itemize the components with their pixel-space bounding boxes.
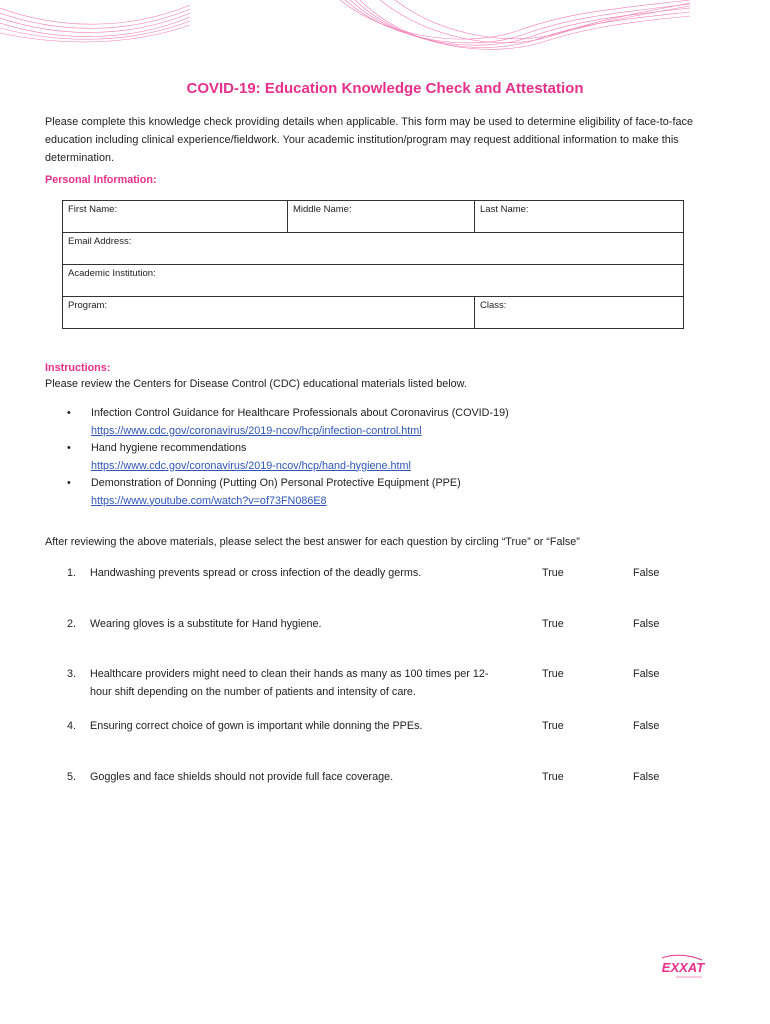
- false-option[interactable]: False: [633, 771, 660, 783]
- false-option[interactable]: False: [633, 668, 660, 680]
- first-name-field[interactable]: [63, 201, 288, 233]
- question-number: 5.: [67, 771, 77, 783]
- class-field[interactable]: [475, 297, 684, 329]
- resource-link[interactable]: https://www.youtube.com/watch?v=of73FN086E8: [91, 494, 327, 507]
- email-label: Email Address:: [68, 236, 132, 247]
- decorative-wave-header: [0, 0, 770, 60]
- academic-institution-field[interactable]: [63, 265, 684, 297]
- resource-title: Hand hygiene recommendations: [91, 442, 247, 454]
- instructions-heading: Instructions:: [45, 362, 111, 374]
- true-option[interactable]: True: [542, 771, 564, 783]
- list-item: [45, 405, 725, 440]
- question-number: 4.: [67, 720, 77, 732]
- program-field[interactable]: [63, 297, 475, 329]
- class-label: Class:: [480, 300, 507, 311]
- question-number: 1.: [67, 567, 77, 579]
- question-text: Ensuring correct choice of gown is important while donning the PPEs.: [90, 720, 423, 732]
- personal-info-heading: Personal Information:: [45, 174, 157, 186]
- last-name-label: Last Name:: [480, 204, 529, 215]
- question-text: Handwashing prevents spread or cross infection of the deadly germs.: [90, 567, 422, 579]
- bullet: •: [67, 442, 71, 454]
- true-option[interactable]: True: [542, 668, 564, 680]
- resource-link[interactable]: https://www.cdc.gov/coronavirus/2019-ncov/hcp/hand-hygiene.html: [91, 459, 411, 472]
- instructions-text: Please review the Centers for Disease Control (CDC) educational materials listed below.: [45, 378, 467, 390]
- program-label: Program:: [68, 300, 108, 311]
- middle-name-field[interactable]: [288, 201, 475, 233]
- true-option[interactable]: True: [542, 618, 564, 630]
- resource-list: [45, 405, 725, 510]
- question-number: 2.: [67, 618, 77, 630]
- bullet: •: [67, 407, 71, 419]
- intro-paragraph: Please complete this knowledge check providing details when applicable. This form may be used to determine eligibility of face-to-face education including clinical experience/fieldwork. Your academic institution/program may request additional information to make this determination.: [45, 116, 694, 164]
- page-title: COVID-19: Education Knowledge Check and Attestation: [186, 80, 584, 97]
- resource-title: Infection Control Guidance for Healthcare Professionals about Coronavirus (COVID-19): [91, 407, 509, 419]
- question-text: Healthcare providers might need to clean their hands as many as 100 times per 12-hour shift depending on the number of patients and intensity of care.: [90, 668, 489, 698]
- true-option[interactable]: True: [542, 720, 564, 732]
- middle-name-label: Middle Name:: [293, 204, 352, 215]
- academic-institution-label: Academic Institution:: [68, 268, 156, 279]
- email-field[interactable]: [63, 233, 684, 265]
- question-text: Wearing gloves is a substitute for Hand hygiene.: [90, 618, 322, 630]
- question-number: 3.: [67, 668, 77, 680]
- true-option[interactable]: True: [542, 567, 564, 579]
- false-option[interactable]: False: [633, 618, 660, 630]
- false-option[interactable]: False: [633, 567, 660, 579]
- bullet: •: [67, 477, 71, 489]
- exxat-logo: [658, 952, 708, 982]
- last-name-field[interactable]: [475, 201, 684, 233]
- list-item: [45, 440, 725, 475]
- resource-link[interactable]: https://www.cdc.gov/coronavirus/2019-ncov/hcp/infection-control.html: [91, 424, 422, 437]
- personal-info-table: [62, 200, 684, 329]
- resource-title: Demonstration of Donning (Putting On) Personal Protective Equipment (PPE): [91, 477, 461, 489]
- first-name-label: First Name:: [68, 204, 118, 215]
- false-option[interactable]: False: [633, 720, 660, 732]
- list-item: [45, 475, 725, 510]
- question-text: Goggles and face shields should not provide full face coverage.: [90, 771, 394, 783]
- logo-text: EXXAT: [661, 960, 705, 975]
- question-instructions: After reviewing the above materials, please select the best answer for each question by circling “True” or “False”: [45, 536, 580, 548]
